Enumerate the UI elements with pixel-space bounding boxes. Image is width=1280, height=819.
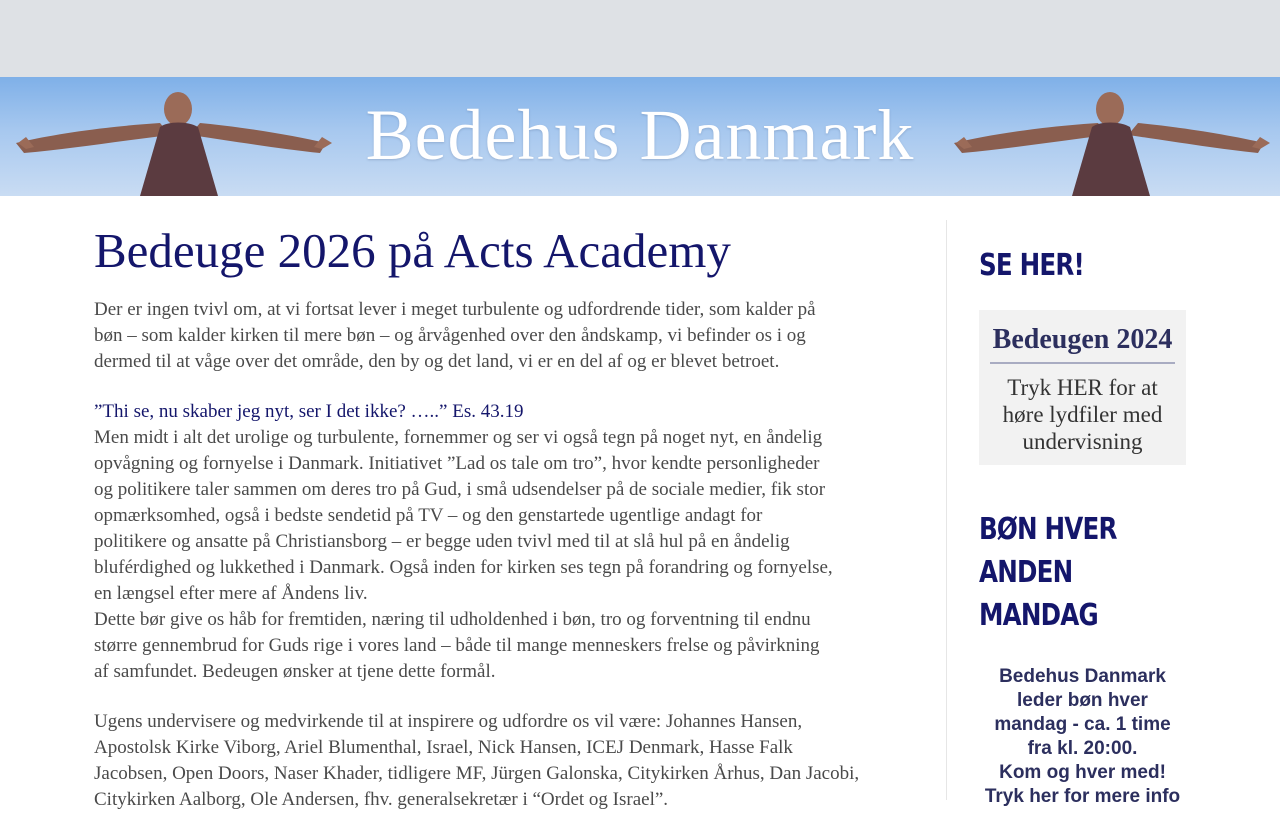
monday-prayer-promo-link[interactable] <box>979 659 1186 819</box>
promo-line: mandag - ca. 1 time <box>994 714 1171 735</box>
promo-line: fra kl. 20:00. <box>1027 738 1138 759</box>
widget-title-bon-hver-anden-mandag: BØN HVER ANDEN MANDAG <box>979 512 1117 633</box>
promo-headline: Bedeugen 2024 <box>992 324 1173 355</box>
promo-line: høre lydfiler med <box>1002 402 1163 427</box>
promo-line: Bedehus Danmark <box>999 666 1166 687</box>
promo-line: Tryk her for mere info <box>984 786 1181 807</box>
bedeugen-2024-promo-link[interactable] <box>979 310 1186 465</box>
promo-line: leder bøn hver <box>1017 690 1148 711</box>
person-arms-outstretched-right-image <box>948 77 1278 196</box>
promo-divider <box>990 362 1175 364</box>
sidebar-divider <box>946 220 947 800</box>
post-title: Bedeuge 2026 på Acts Academy <box>94 223 731 278</box>
widget-title-se-her: SE HER! <box>979 248 1084 283</box>
promo-line: Kom og hver med! <box>999 762 1166 783</box>
header-banner[interactable] <box>0 77 1280 196</box>
post-content <box>94 222 864 813</box>
paragraph-speakers: Ugens undervisere og medvirkende til at inspirere og udfordre os vil være: Johannes Hansen, Apostolsk Kirke Viborg, Ariel Blumenthal, Israel, Nick Hansen, ICEJ Denmark, Hasse Falk Jacobsen, Open Doors, Naser Khader, tidligere MF, Jürgen Galonska, Citykirken Århus, Dan Jacobi, Citykirken Aalborg, Ole Andersen, fhv. generalsekretær i “Ordet og Israel”. <box>94 711 860 810</box>
bible-quote: ”Thi se, nu skaber jeg nyt, ser I det ikke? …..” Es. 43.19 <box>94 401 524 422</box>
site-title[interactable]: Bedehus Danmark <box>365 95 915 175</box>
paragraph-renewal: Men midt i alt det urolige og turbulente, fornemmer og ser vi også tegn på noget nyt, en åndelig opvågning og fornyelse i Danmark. Initiativet ”Lad os tale om tro”, hvor kendte personligheder og politikere taler sammen om deres tro på Gud, i små udsendelser på de sociale medier, fik stor opmærksomhed, også i bedste sendetid på TV – og den genstartede ugentlige andagt for politikere og ansatte på Christiansborg – er begge uden tvivl med til at slå hul på en åndelig bluférdighed og lukkethed i Danmark. Også inden for kirken ses tegn på forandring og fornyelse, en længsel efter mere af Åndens liv. <box>94 427 833 604</box>
sidebar <box>979 240 1189 819</box>
paragraph-hope: Dette bør give os håb for fremtiden, næring til udholdenhed i bøn, tro og forventning til endnu større gennembrud for Guds rige i vores land – både til mange menneskers frelse og påvirkning af samfundet. Bedeugen ønsker at tjene dette formål. <box>94 609 820 682</box>
promo-line: undervisning <box>1022 429 1143 454</box>
top-bar <box>0 0 1280 77</box>
paragraph-intro: Der er ingen tvivl om, at vi fortsat lever i meget turbulente og udfordrende tider, som kalder på bøn – som kalder kirken til mere bøn – og årvågenhed over den åndskamp, vi befinder os i og dermed til at våge over det område, den by og det land, vi er en del af og er blevet betroet. <box>94 299 816 372</box>
promo-line: Tryk HER for at <box>1007 375 1158 400</box>
